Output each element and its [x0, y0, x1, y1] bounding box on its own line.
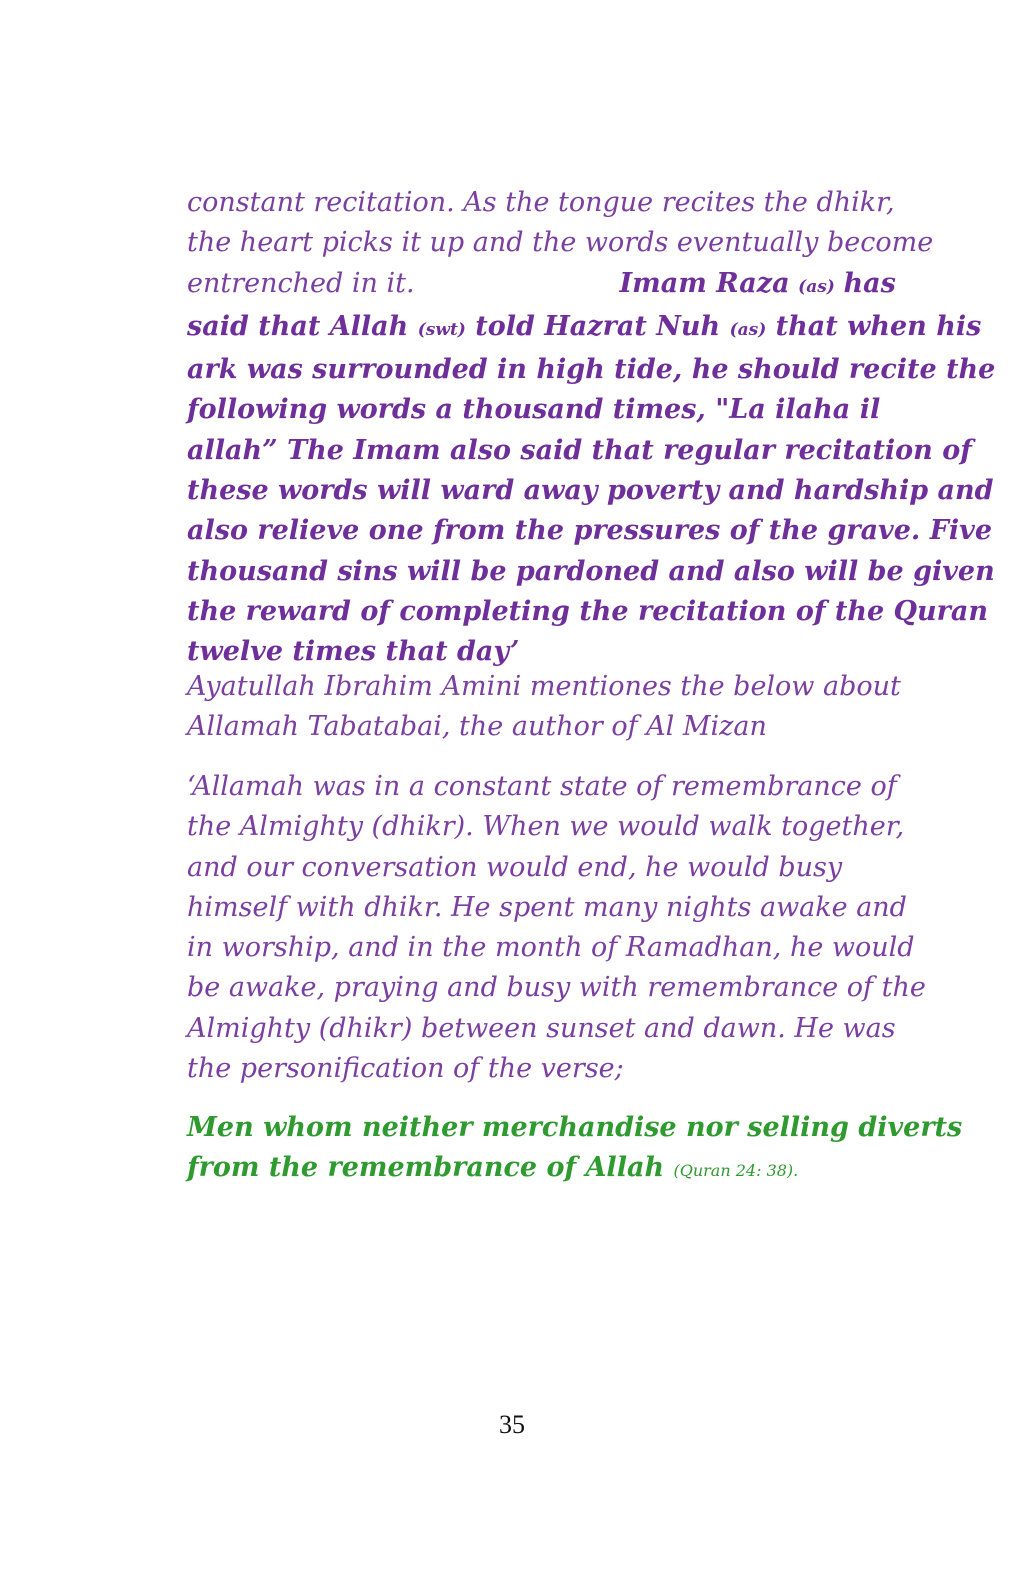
paragraph-dhikr-recitation: [187, 183, 996, 673]
paragraph-allamah-quote: [187, 767, 926, 1089]
text-line: constant recitation. As the tongue recites the dhikr,: [187, 187, 895, 218]
text-line-bold: ark was surrounded in high tide, he should recite the: [187, 354, 996, 386]
text-line: the heart picks it up and the words eventually become: [187, 227, 934, 259]
text-bold: Imam Raza: [619, 267, 790, 299]
text-line: the personification of the verse;: [187, 1053, 624, 1085]
text-line: Almighty (dhikr) between sunset and dawn. He was: [187, 1012, 896, 1044]
text-line: Ayatullah Ibrahim Amini mentiones the below about: [187, 671, 901, 702]
text-bold: said that Allah: [187, 310, 409, 342]
paragraph-amini-intro: [187, 667, 901, 748]
text-line: the Almighty (dhikr). When we would walk together,: [187, 811, 905, 843]
text-line: be awake, praying and busy with remembrance of the: [187, 972, 926, 1004]
text-line-bold: also relieve one from the pressures of the grave. Five: [187, 515, 993, 547]
verse-line: [187, 1148, 887, 1191]
text-line: Allamah Tabatabai, the author of Al Mizan: [187, 711, 767, 743]
text-line-bold: twelve times that day’: [187, 636, 520, 668]
text-line: in worship, and in the month of Ramadhan, he would: [187, 932, 915, 964]
verse-line: Men whom neither merchandise nor selling diverts: [187, 1112, 963, 1143]
text-plain: entrenched in it.: [187, 267, 415, 299]
text-line-bold: allah” The Imam also said that regular recitation of: [187, 434, 972, 466]
text-line: [187, 264, 896, 307]
text-line: himself with dhikr. He spent many nights awake and: [187, 891, 907, 923]
text-bold: that when his: [775, 310, 982, 342]
text-line: ‘Allamah was in a constant state of remembrance of: [187, 771, 897, 802]
text-line-bold: [187, 307, 982, 350]
text-line-bold: thousand sins will be pardoned and also will be given: [187, 555, 995, 587]
honorific-as: (as): [729, 319, 767, 340]
page-number: 35: [499, 1410, 525, 1439]
text-line-bold: these words will ward away poverty and hardship and: [187, 475, 994, 507]
verse-text: from the remembrance of Allah: [187, 1152, 665, 1184]
honorific-swt: (swt): [417, 319, 466, 340]
quran-verse: [187, 1108, 963, 1192]
verse-reference: (Quran 24: 38).: [673, 1161, 799, 1181]
text-line-bold: following words a thousand times, "La ilaha il: [187, 394, 881, 426]
text-line-bold: the reward of completing the recitation of the Quran: [187, 595, 989, 627]
honorific-as: (as): [798, 276, 835, 297]
text-bold: told Hazrat Nuh: [475, 310, 721, 342]
text-bold: has: [843, 267, 896, 299]
text-line: and our conversation would end, he would busy: [187, 851, 843, 883]
